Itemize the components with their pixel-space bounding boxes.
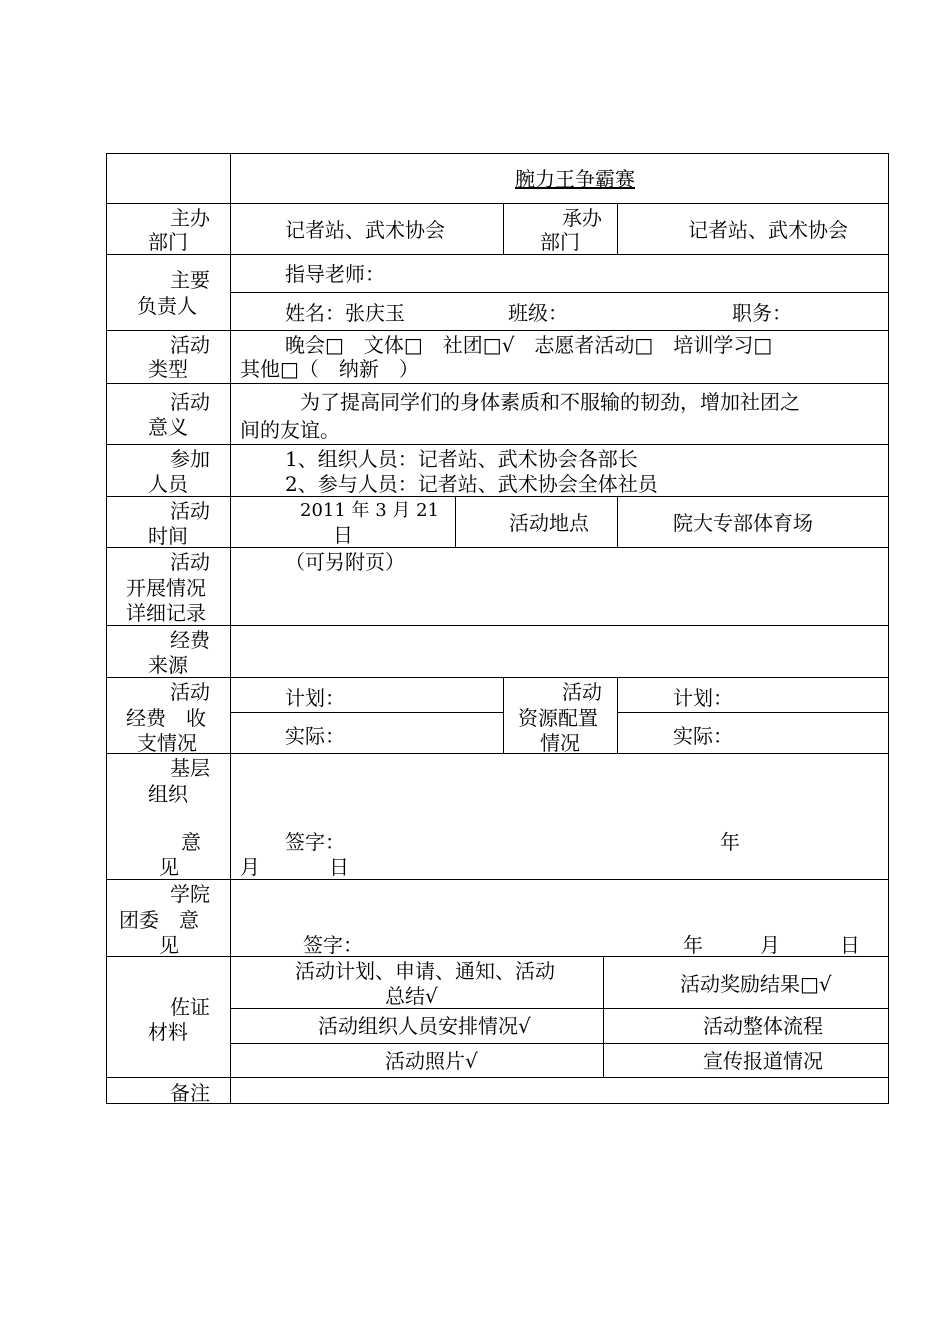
label-resources-2: 资源配置 xyxy=(518,706,598,730)
row-divider xyxy=(230,1008,889,1009)
label-grassroots-3: 意 xyxy=(181,830,201,854)
evidence-plan-line1: 活动计划、申请、通知、活动 xyxy=(295,959,555,983)
col-divider xyxy=(617,496,618,548)
row-divider xyxy=(106,879,889,880)
label-grassroots-1: 基层 xyxy=(170,756,210,780)
label-evidence-1: 佐证 xyxy=(170,995,210,1019)
row-divider xyxy=(106,330,889,331)
row-divider xyxy=(230,1043,889,1044)
label-participants-2: 人员 xyxy=(148,472,188,496)
label-time-2: 时间 xyxy=(148,524,188,548)
label-organizer-dept-1: 承办 xyxy=(562,206,602,230)
row-divider xyxy=(106,254,889,255)
label-budget-2: 经费 收 xyxy=(126,706,206,730)
row-divider xyxy=(106,444,889,445)
location-value: 院大专部体育场 xyxy=(673,511,813,535)
row-divider xyxy=(230,712,503,713)
row-divider xyxy=(106,677,889,678)
row-divider xyxy=(106,625,889,626)
label-location: 活动地点 xyxy=(509,511,589,535)
form-title: 腕力王争霸赛 xyxy=(515,167,635,191)
time-value-line1: 2011 年 3 月 21 xyxy=(300,500,440,521)
budget-actual: 实际： xyxy=(285,724,345,748)
grassroots-year: 年 xyxy=(720,830,740,854)
label-significance-2: 意义 xyxy=(148,415,188,439)
col-divider xyxy=(455,496,456,548)
name-field: 姓名：张庆玉 xyxy=(285,301,405,325)
resources-plan: 计划： xyxy=(673,686,733,710)
label-budget-1: 活动 xyxy=(170,680,210,704)
table-border-bottom xyxy=(106,1103,889,1104)
evidence-staffing: 活动组织人员安排情况√ xyxy=(318,1014,531,1038)
table-border-top xyxy=(106,153,889,154)
label-type-2: 类型 xyxy=(148,357,188,381)
record-note: （可另附页） xyxy=(285,550,405,574)
evidence-flow: 活动整体流程 xyxy=(703,1014,823,1038)
table-border-left xyxy=(106,153,107,1104)
table-border-right xyxy=(888,153,889,1104)
advisor-label: 指导老师： xyxy=(285,262,385,286)
label-participants-1: 参加 xyxy=(170,447,210,471)
row-divider xyxy=(106,496,889,497)
label-organizer-dept-2: 部门 xyxy=(540,230,580,254)
organizer-dept-value: 记者站、武术协会 xyxy=(688,218,848,242)
label-budget-3: 支情况 xyxy=(137,731,197,755)
participants-line1: 1、组织人员：记者站、武术协会各部长 xyxy=(285,447,638,471)
host-dept-value: 记者站、武术协会 xyxy=(285,218,445,242)
label-college-3: 见 xyxy=(159,933,179,957)
budget-plan: 计划： xyxy=(285,686,345,710)
label-significance-1: 活动 xyxy=(170,390,210,414)
label-host-dept-2: 部门 xyxy=(148,230,188,254)
label-record-1: 活动 xyxy=(170,550,210,574)
label-funding-1: 经费 xyxy=(170,628,210,652)
grassroots-signature: 签字： xyxy=(285,830,345,854)
significance-line1: 为了提高同学们的身体素质和不服输的韧劲，增加社团之 xyxy=(300,390,800,414)
label-college-2: 团委 意 xyxy=(119,908,199,932)
label-record-3: 详细记录 xyxy=(126,601,206,625)
row-divider xyxy=(106,1077,889,1078)
resources-actual: 实际： xyxy=(673,724,733,748)
label-evidence-2: 材料 xyxy=(148,1020,188,1044)
label-remarks: 备注 xyxy=(170,1081,210,1105)
label-lead-1: 主要 xyxy=(170,268,210,292)
label-grassroots-2: 组织 xyxy=(148,782,188,806)
label-column-divider xyxy=(230,153,231,1104)
evidence-press: 宣传报道情况 xyxy=(703,1049,823,1073)
label-resources-3: 情况 xyxy=(540,731,580,755)
label-type-1: 活动 xyxy=(170,333,210,357)
evidence-reward: 活动奖励结果□√ xyxy=(680,972,832,996)
label-lead-2: 负责人 xyxy=(137,294,197,318)
evidence-plan-line2: 总结√ xyxy=(385,984,438,1008)
row-divider xyxy=(230,292,889,293)
col-divider xyxy=(617,677,618,754)
row-divider xyxy=(106,203,889,204)
participants-line2: 2、参与人员：记者站、武术协会全体社员 xyxy=(285,472,658,496)
college-year: 年 xyxy=(683,933,703,957)
college-signature: 签字： xyxy=(303,933,363,957)
label-time-1: 活动 xyxy=(170,499,210,523)
grassroots-day: 日 xyxy=(329,855,349,879)
grassroots-month: 月 xyxy=(240,855,260,879)
type-options-line2: 其他□（ 纳新 ） xyxy=(240,357,419,381)
position-field: 职务： xyxy=(732,301,792,325)
col-divider xyxy=(617,203,618,255)
row-divider xyxy=(106,383,889,384)
class-field: 班级： xyxy=(508,301,568,325)
evidence-photos: 活动照片√ xyxy=(385,1049,478,1073)
label-grassroots-4: 见 xyxy=(159,855,179,879)
label-resources-1: 活动 xyxy=(562,680,602,704)
college-day: 日 xyxy=(840,933,860,957)
row-divider xyxy=(106,753,889,754)
label-host-dept-1: 主办 xyxy=(170,206,210,230)
label-record-2: 开展情况 xyxy=(126,576,206,600)
col-divider xyxy=(603,956,604,1078)
label-college-1: 学院 xyxy=(170,882,210,906)
label-funding-2: 来源 xyxy=(148,653,188,677)
col-divider xyxy=(503,203,504,255)
type-options-line1: 晚会□ 文体□ 社团□√ 志愿者活动□ 培训学习□ xyxy=(285,333,773,357)
time-value-line2: 日 xyxy=(333,523,353,547)
col-divider xyxy=(503,677,504,754)
significance-line2: 间的友谊。 xyxy=(240,418,340,442)
row-divider xyxy=(617,712,889,713)
college-month: 月 xyxy=(760,933,780,957)
row-divider xyxy=(106,547,889,548)
